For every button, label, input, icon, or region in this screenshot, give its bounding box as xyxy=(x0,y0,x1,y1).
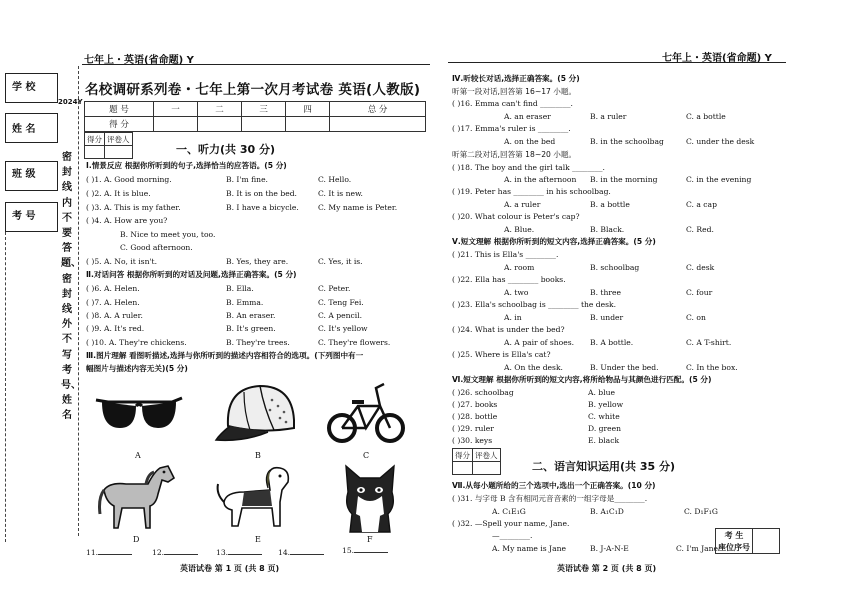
footer-right: 英语试卷 第 2 页 (共 8 页) xyxy=(557,564,657,573)
q25-option-a[interactable]: A. On the desk. xyxy=(504,363,563,372)
q19-option-a[interactable]: A. a ruler xyxy=(504,200,541,209)
picture-letter: A xyxy=(135,451,141,460)
grader-name-cell[interactable] xyxy=(105,146,133,159)
q16-option-b[interactable]: B. a ruler xyxy=(590,112,627,121)
part7-heading: Ⅶ.从每小题所给的三个选项中,选出一个正确答案。(10 分) xyxy=(452,481,656,490)
q6-option-c[interactable]: C. Peter. xyxy=(318,284,351,293)
q26-item[interactable]: ( )26. schoolbag xyxy=(452,388,514,397)
q8-option-c[interactable]: C. A pencil. xyxy=(318,311,363,320)
q3-option-c[interactable]: C. My name is Peter. xyxy=(318,203,398,212)
horse-icon xyxy=(96,462,178,536)
q20-option-b[interactable]: B. Black. xyxy=(590,225,625,234)
q17-option-b[interactable]: B. in the schoolbag xyxy=(590,137,664,146)
q22-option-b[interactable]: B. three xyxy=(590,288,621,297)
score-header-cell: 四 xyxy=(286,102,330,117)
q9-option-c[interactable]: C. It's yellow xyxy=(318,324,368,333)
q5-option-c[interactable]: C. Yes, it is. xyxy=(318,257,363,266)
grader-score-label: 得分 xyxy=(85,133,105,146)
exam-number-field[interactable]: 考 号 xyxy=(5,202,58,232)
q18-option-b[interactable]: B. in the morning xyxy=(590,175,658,184)
q16-stem[interactable]: ( )16. Emma can't find ________. xyxy=(452,99,573,108)
q31-option-b[interactable]: B. A₁C₁D xyxy=(590,507,624,516)
q21-option-c[interactable]: C. desk xyxy=(686,263,715,272)
score-input-cell[interactable] xyxy=(198,117,242,132)
q2-option-a[interactable]: ( )2. A. It is blue. xyxy=(86,189,151,198)
score-label-cell: 得 分 xyxy=(85,117,154,132)
name-field[interactable]: 姓 名 xyxy=(5,113,58,143)
q5-option-a[interactable]: ( )5. A. No, it isn't. xyxy=(86,257,158,266)
score-header-cell: 三 xyxy=(242,102,286,117)
q18-option-a[interactable]: A. in the afternoon xyxy=(504,175,577,184)
q22-option-c[interactable]: C. four xyxy=(686,288,713,297)
part2-heading: Ⅱ.对话问答 根据你所听到的对话及问题,选择正确答案。(5 分) xyxy=(86,270,297,279)
q1-option-c[interactable]: C. Hello. xyxy=(318,175,352,184)
header-right: 七年上・英语(省命题) Y xyxy=(662,53,772,64)
q8-option-b[interactable]: B. An eraser. xyxy=(226,311,276,320)
q30-item[interactable]: ( )30. keys xyxy=(452,436,493,445)
q29-item[interactable]: ( )29. ruler xyxy=(452,424,494,433)
q31-option-c[interactable]: C. D₁F₁G xyxy=(684,507,718,516)
q10-option-b[interactable]: B. They're trees. xyxy=(226,338,290,347)
q8-option-a[interactable]: ( )8. A. A ruler. xyxy=(86,311,143,320)
grader-box-1 xyxy=(84,132,133,159)
footer-left: 英语试卷 第 1 页 (共 8 页) xyxy=(180,564,280,573)
dog-icon xyxy=(214,462,294,536)
q1-option-a[interactable]: ( )1. A. Good morning. xyxy=(86,175,172,184)
q7-option-c[interactable]: C. Teng Fei. xyxy=(318,298,364,307)
score-header-cell: 总 分 xyxy=(330,102,426,117)
q16-option-a[interactable]: A. an eraser xyxy=(504,112,551,121)
q23-option-a[interactable]: A. in xyxy=(504,313,522,322)
answer-blank-15[interactable]: 15. xyxy=(342,544,388,555)
score-input-cell[interactable] xyxy=(286,117,330,132)
sunglasses-icon xyxy=(94,392,184,436)
q6-option-b[interactable]: B. Ella. xyxy=(226,284,254,293)
class-field[interactable]: 班 级 xyxy=(5,161,58,191)
colour-option-b: B. yellow xyxy=(588,400,624,409)
q21-stem[interactable]: ( )21. This is Ella's ________. xyxy=(452,250,559,259)
bicycle-icon xyxy=(326,380,406,446)
q17-stem[interactable]: ( )17. Emma's ruler is ________. xyxy=(452,124,571,133)
section-language-title: 二、语言知识运用(共 35 分) xyxy=(532,460,676,473)
picture-letter: B xyxy=(255,451,261,460)
q25-option-b[interactable]: B. Under the bed. xyxy=(590,363,659,372)
seal-line xyxy=(78,66,79,536)
side-border-line xyxy=(5,232,6,542)
score-header-cell: 题 号 xyxy=(85,102,154,117)
score-header-cell: 二 xyxy=(198,102,242,117)
q24-stem[interactable]: ( )24. What is under the bed? xyxy=(452,325,565,334)
score-input-cell[interactable] xyxy=(242,117,286,132)
q20-option-c[interactable]: C. Red. xyxy=(686,225,714,234)
grader-score-label: 得分 xyxy=(453,449,473,462)
grader-name-label: 评卷人 xyxy=(473,449,501,462)
seat-number-cell[interactable] xyxy=(753,529,780,554)
q23-stem[interactable]: ( )23. Ella's schoolbag is ________ the desk. xyxy=(452,300,617,309)
q17-option-a[interactable]: A. on the bed xyxy=(504,137,556,146)
q20-stem[interactable]: ( )20. What colour is Peter's cap? xyxy=(452,212,580,221)
q24-option-a[interactable]: A. A pair of shoes. xyxy=(504,338,575,347)
q7-option-b[interactable]: B. Emma. xyxy=(226,298,264,307)
grader-box-2 xyxy=(452,448,501,475)
q2-option-c[interactable]: C. It is new. xyxy=(318,189,363,198)
header-left: 七年上・英语(省命题) Y xyxy=(84,55,194,66)
answer-blank-11[interactable]: 11. xyxy=(86,546,132,557)
colour-option-e: E. black xyxy=(588,436,620,445)
grader-name-label: 评卷人 xyxy=(105,133,133,146)
picture-letter: F xyxy=(367,535,373,544)
q1-option-b[interactable]: B. I'm fine. xyxy=(226,175,268,184)
grader-name-cell[interactable] xyxy=(473,462,501,475)
header-rule-right xyxy=(448,62,786,63)
q23-option-c[interactable]: C. on xyxy=(686,313,706,322)
q6-option-a[interactable]: ( )6. A. Helen. xyxy=(86,284,140,293)
q31-stem[interactable]: ( )31. 与字母 B 含有相同元音音素的一组字母是________. xyxy=(452,494,648,503)
q21-option-a[interactable]: A. room xyxy=(504,263,535,272)
seat-box-label-1: 考 生 xyxy=(716,529,753,542)
section-listening-title: 一、听力(共 30 分) xyxy=(176,143,276,156)
answer-blank-14[interactable]: 14. xyxy=(278,546,324,557)
q4-option-c[interactable]: C. Good afternoon. xyxy=(120,243,193,252)
exam-title: 名校调研系列卷・七年上第一次月考试卷 英语(人教版) xyxy=(85,82,421,98)
school-field[interactable]: 学 校 xyxy=(5,73,58,103)
part1-heading: Ⅰ.情景反应 根据你所听到的句子,选择恰当的应答语。(5 分) xyxy=(86,161,287,170)
q27-item[interactable]: ( )27. books xyxy=(452,400,498,409)
header-rule-left xyxy=(82,64,430,65)
q2-option-b[interactable]: B. It is on the bed. xyxy=(226,189,297,198)
part3-heading-line1: Ⅲ.图片理解 看图听描述,选择与你所听到的描述内容相符合的选项。(下列图中有一 xyxy=(86,351,364,360)
q32-stem[interactable]: ( )32. —Spell your name, Jane. xyxy=(452,519,570,528)
cap-icon xyxy=(214,380,300,444)
part5-heading: Ⅴ.短文理解 根据你所听到的短文内容,选择正确答案。(5 分) xyxy=(452,237,656,246)
q19-option-c[interactable]: C. a cap xyxy=(686,200,717,209)
seal-text: 密封线内不要答题、密封线外不写考号、姓名 xyxy=(61,152,81,422)
q25-option-c[interactable]: C. In the box. xyxy=(686,363,738,372)
q31-option-a[interactable]: A. C₁E₁G xyxy=(492,507,526,516)
q16-option-c[interactable]: C. a bottle xyxy=(686,112,726,121)
seat-number-box xyxy=(715,528,780,554)
q5-option-b[interactable]: B. Yes, they are. xyxy=(226,257,289,266)
q9-option-a[interactable]: ( )9. A. It's red. xyxy=(86,324,145,333)
q10-option-c[interactable]: C. They're flowers. xyxy=(318,338,391,347)
q23-option-b[interactable]: B. under xyxy=(590,313,624,322)
q25-stem[interactable]: ( )25. Where is Ella's cat? xyxy=(452,350,551,359)
score-table xyxy=(84,101,426,132)
colour-option-a: A. blue xyxy=(588,388,615,397)
seat-box-label-2: 座位序号 xyxy=(716,541,753,554)
q32-option-b[interactable]: B. J-A-N-E xyxy=(590,544,629,553)
q3-option-a[interactable]: ( )3. A. This is my father. xyxy=(86,203,181,212)
q19-stem[interactable]: ( )19. Peter has ________ in his schoolbag. xyxy=(452,187,611,196)
q22-stem[interactable]: ( )22. Ella has ________ books. xyxy=(452,275,566,284)
q32-response: —________. xyxy=(492,531,533,540)
part6-heading: Ⅵ.短文理解 根据你所听到的短文内容,将所给物品与其颜色进行匹配。(5 分) xyxy=(452,375,712,384)
grader-score-cell[interactable] xyxy=(453,462,473,475)
q24-option-c[interactable]: C. A T-shirt. xyxy=(686,338,732,347)
colour-option-d: D. green xyxy=(588,424,622,433)
q9-option-b[interactable]: B. It's green. xyxy=(226,324,276,333)
q21-option-b[interactable]: B. schoolbag xyxy=(590,263,640,272)
picture-letter: C xyxy=(363,451,370,460)
q18-option-c[interactable]: C. in the evening xyxy=(686,175,752,184)
q3-option-b[interactable]: B. I have a bicycle. xyxy=(226,203,299,212)
q32-option-a[interactable]: A. My name is Jane xyxy=(492,544,567,553)
score-input-cell[interactable] xyxy=(330,117,426,132)
q19-option-b[interactable]: B. a bottle xyxy=(590,200,630,209)
q10-option-a[interactable]: ( )10. A. They're chickens. xyxy=(86,338,187,347)
q32-option-c[interactable]: C. I'm Jane xyxy=(676,544,719,553)
answer-blank-12[interactable]: 12. xyxy=(152,546,198,557)
q4-option-b[interactable]: B. Nice to meet you, too. xyxy=(120,230,216,239)
side-year-code: 2024Y xyxy=(58,98,83,106)
score-input-cell[interactable] xyxy=(154,117,198,132)
q18-stem[interactable]: ( )18. The boy and the girl talk ________. xyxy=(452,163,605,172)
grader-score-cell[interactable] xyxy=(85,146,105,159)
colour-option-c: C. white xyxy=(588,412,620,421)
score-header-cell: 一 xyxy=(154,102,198,117)
picture-letter: E xyxy=(255,535,261,544)
part3-heading-line2: 幅图片与描述内容无关)(5 分) xyxy=(86,364,188,373)
q4-option-a[interactable]: ( )4. A. How are you? xyxy=(86,216,168,225)
part4-sub1: 听第一段对话,回答第 16~17 小题。 xyxy=(452,87,577,96)
q17-option-c[interactable]: C. under the desk xyxy=(686,137,755,146)
picture-letter: D xyxy=(133,535,140,544)
q28-item[interactable]: ( )28. bottle xyxy=(452,412,498,421)
q7-option-a[interactable]: ( )7. A. Helen. xyxy=(86,298,140,307)
q22-option-a[interactable]: A. two xyxy=(504,288,529,297)
q20-option-a[interactable]: A. Blue. xyxy=(504,225,535,234)
part4-sub2: 听第二段对话,回答第 18~20 小题。 xyxy=(452,150,577,159)
q24-option-b[interactable]: B. A bottle. xyxy=(590,338,634,347)
part4-heading: Ⅳ.听较长对话,选择正确答案。(5 分) xyxy=(452,74,580,83)
cat-icon xyxy=(338,462,402,536)
answer-blank-13[interactable]: 13. xyxy=(216,546,262,557)
